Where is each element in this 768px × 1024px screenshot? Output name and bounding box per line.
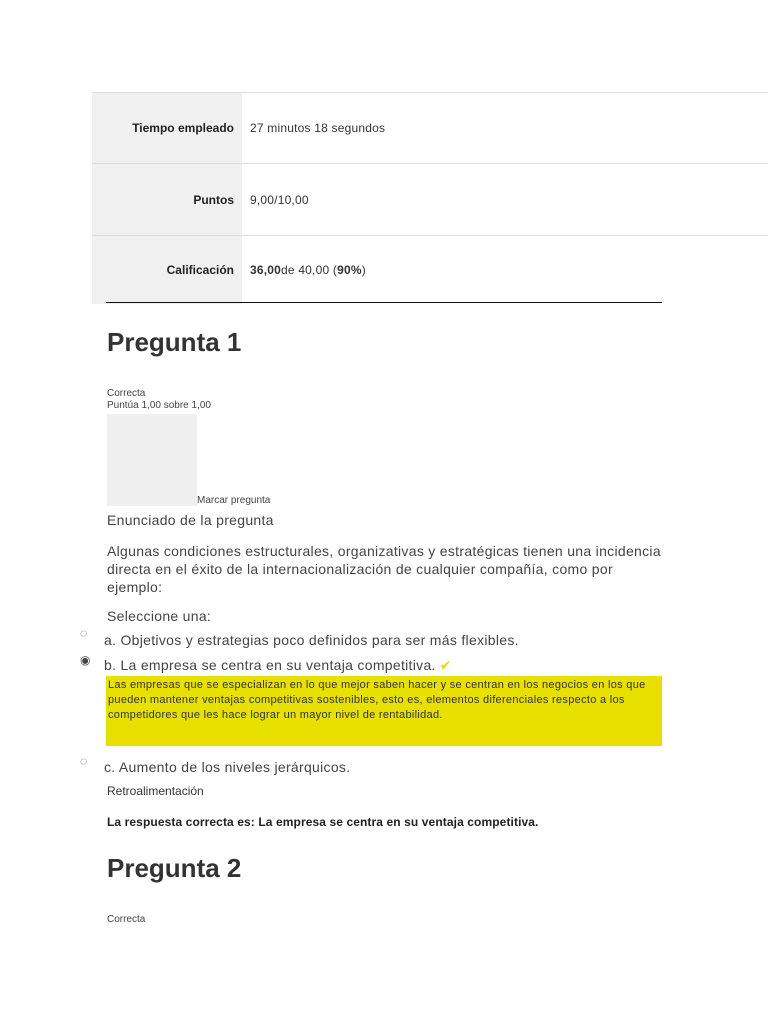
summary-label: Puntos — [92, 164, 242, 235]
option-feedback: Las empresas que se especializan en lo que mejor saben hacer y se centran en los negocios en los que pueden mantener ventajas competitivas sostenibles, esto es, elementos diferenciales respecto a los competidores que les hace lograr un mayor nivel de rentabilidad. — [106, 676, 662, 746]
question-title: Pregunta 1 — [107, 327, 242, 357]
radio-icon-selected[interactable]: ◉ — [80, 653, 91, 667]
summary-label: Tiempo empleado — [92, 93, 242, 163]
select-label: Seleccione una: — [107, 608, 212, 624]
summary-row-time — [92, 92, 768, 163]
summary-value: 9,00/10,00 — [250, 192, 309, 207]
question-text: Algunas condiciones estructurales, organizativas y estratégicas tienen una incidencia directa en el éxito de la internacionalización de cualquier compañía, como por ejemplo: — [107, 543, 661, 595]
question-status: Correcta — [107, 914, 146, 925]
option-b[interactable] — [104, 657, 452, 674]
quiz-summary-table — [92, 92, 768, 304]
feedback-heading: Retroalimentación — [107, 784, 204, 798]
check-icon: ✔ — [439, 657, 452, 673]
grade-percent: 90% — [337, 263, 362, 277]
question-status: Correcta — [107, 388, 146, 399]
flag-question-box[interactable] — [107, 414, 197, 506]
summary-row-points — [92, 163, 768, 235]
prompt-heading: Enunciado de la pregunta — [107, 512, 274, 528]
radio-icon[interactable]: ◌ — [80, 626, 88, 640]
option-a[interactable]: a. Objetivos y estrategias poco definidos para ser más flexibles. — [104, 632, 519, 648]
question-title: Pregunta 2 — [107, 853, 242, 883]
divider — [106, 302, 662, 303]
summary-label: Calificación — [92, 236, 242, 304]
flag-question-label[interactable]: Marcar pregunta — [197, 495, 271, 506]
option-c[interactable]: c. Aumento de los niveles jerárquicos. — [104, 759, 351, 775]
summary-value — [242, 236, 768, 304]
grade-score: 36,00 — [250, 263, 282, 277]
correct-answer: La respuesta correcta es: La empresa se centra en su ventaja competitiva. — [107, 815, 539, 829]
question-score: Puntúa 1,00 sobre 1,00 — [107, 400, 211, 411]
summary-row-grade — [92, 235, 768, 304]
option-b-label: b. La empresa se centra en su ventaja competitiva. — [104, 657, 436, 673]
grade-end: ) — [361, 263, 366, 277]
grade-mid: de 40,00 ( — [281, 263, 338, 277]
summary-value: 27 minutos 18 segundos — [250, 121, 386, 135]
radio-icon[interactable]: ◌ — [80, 754, 88, 768]
